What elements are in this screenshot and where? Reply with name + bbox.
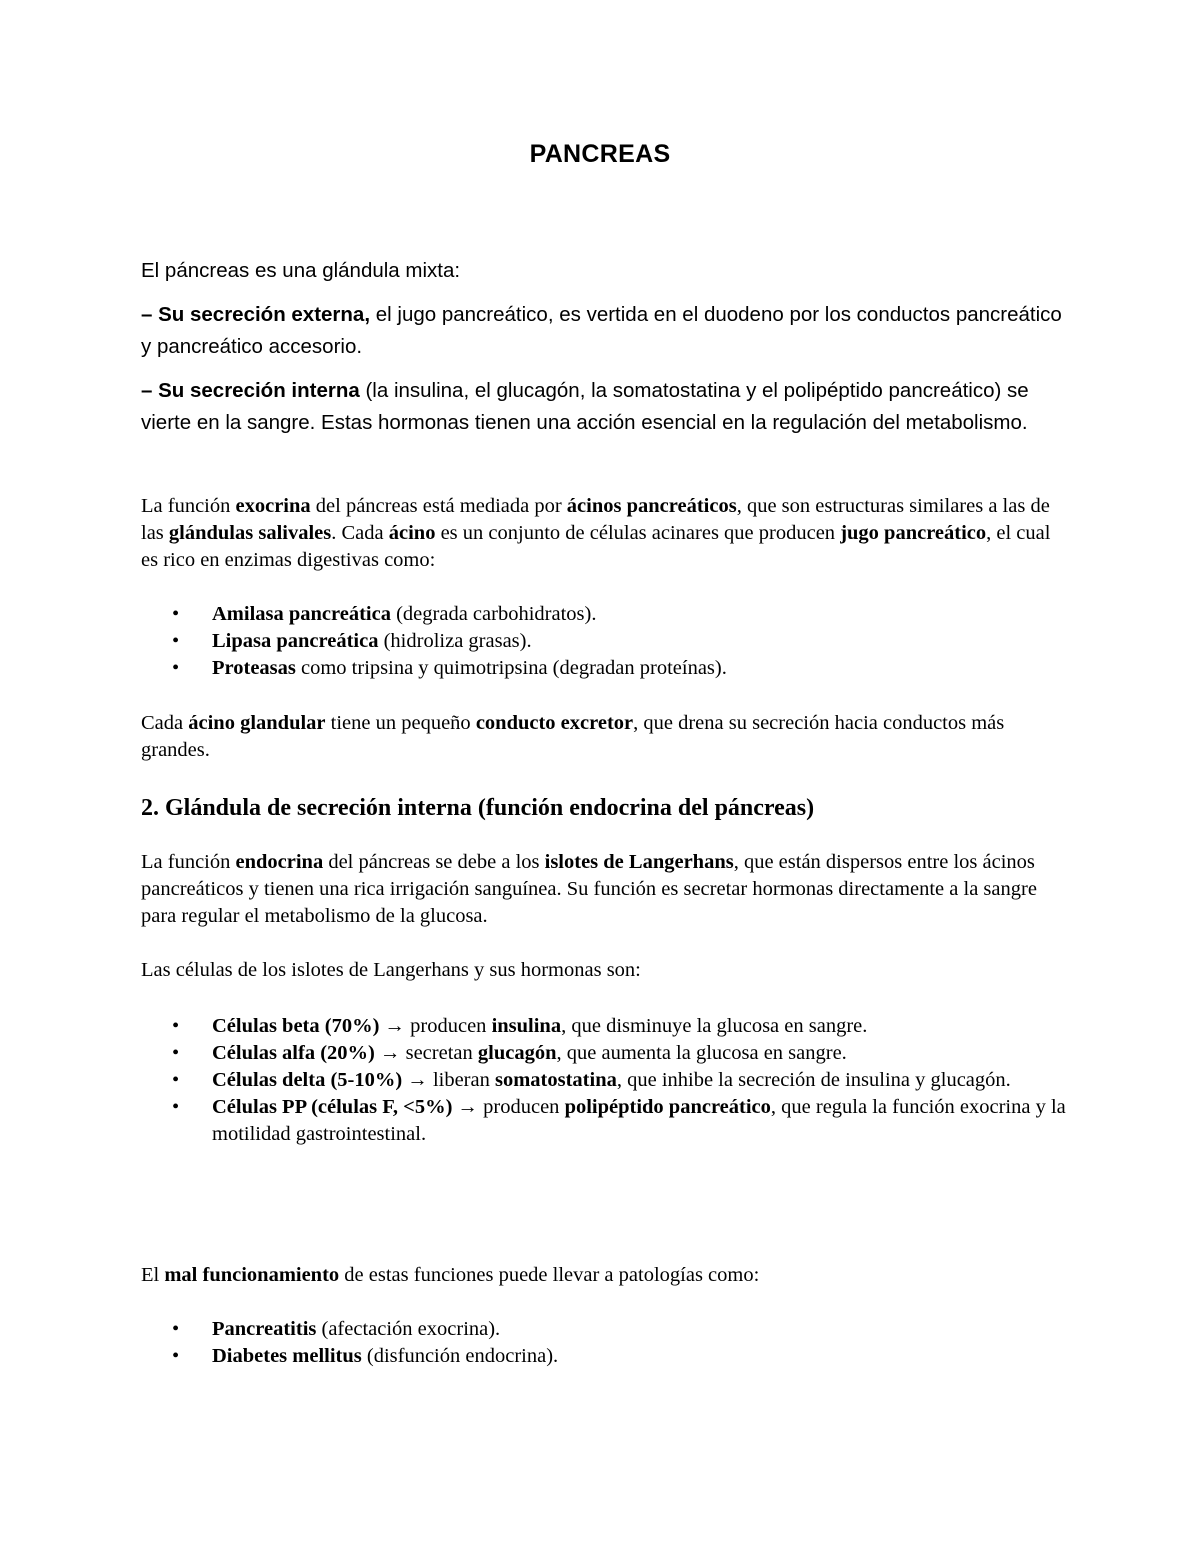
bullet-icon: • xyxy=(172,603,180,625)
bullet-icon: • xyxy=(172,1042,180,1064)
cell-list xyxy=(141,1013,1071,1148)
islotes-intro: Las células de los islotes de Langerhans y sus hormonas son: xyxy=(141,959,641,981)
bullet-icon: • xyxy=(172,1069,180,1091)
list-item: • Amilasa pancreática (degrada carbohidratos). xyxy=(141,601,1071,628)
bullet-icon: • xyxy=(172,1015,180,1037)
list-item: • Células alfa (20%) → secretan glucagón, que aumenta la glucosa en sangre. xyxy=(141,1040,1071,1067)
list-item: • Células PP (células F, <5%) → producen polipéptido pancreático, que regula la función exocrina y la motilidad gastrointestinal. xyxy=(172,1096,1066,1145)
pathology-list xyxy=(141,1316,1071,1370)
intro-interna: – Su secreción interna (la insulina, el glucagón, la somatostatina y el polipéptido pancreático) se vierte en la sangre. Estas hormonas tienen una acción esencial en la regulación del metabolismo. xyxy=(141,379,1029,434)
list-item: • Células beta (70%) → producen insulina, que disminuye la glucosa en sangre. xyxy=(141,1013,1071,1040)
exocrine-paragraph: La función exocrina del páncreas está mediada por ácinos pancreáticos, que son estructuras similares a las de las glándulas salivales. Cada ácino es un conjunto de células acinares que producen jugo pancreático, el cual es rico en enzimas digestivas como: xyxy=(141,495,1051,571)
bullet-icon: • xyxy=(172,1318,180,1340)
intro-lead: El páncreas es una glándula mixta: xyxy=(141,259,461,282)
section-heading: 2. Glándula de secreción interna (función endocrina del páncreas) xyxy=(141,795,815,821)
page-title: PANCREAS xyxy=(529,140,671,168)
pathology-paragraph: El mal funcionamiento de estas funciones puede llevar a patologías como: xyxy=(141,1264,760,1286)
list-item: • Diabetes mellitus (disfunción endocrina). xyxy=(141,1343,1071,1370)
intro-section xyxy=(141,255,1071,451)
list-item: • Proteasas como tripsina y quimotripsina (degradan proteínas). xyxy=(141,655,1071,682)
bullet-icon: • xyxy=(172,630,180,652)
list-item: • Células delta (5-10%) → liberan somatostatina, que inhibe la secreción de insulina y glucagón. xyxy=(141,1067,1071,1094)
bullet-icon: • xyxy=(172,1345,180,1367)
bullet-icon: • xyxy=(172,1096,180,1118)
intro-externa: – Su secreción externa, el jugo pancreático, es vertida en el duodeno por los conductos pancreático y pancreático accesorio. xyxy=(141,303,1062,358)
enzyme-list xyxy=(141,601,1071,682)
bullet-icon: • xyxy=(172,657,180,679)
list-item: • Pancreatitis (afectación exocrina). xyxy=(141,1316,1071,1343)
acino-paragraph: Cada ácino glandular tiene un pequeño conducto excretor, que drena su secreción hacia conductos más grandes. xyxy=(141,712,1005,761)
endocrine-paragraph: La función endocrina del páncreas se debe a los islotes de Langerhans, que están dispersos entre los ácinos pancreáticos y tienen una rica irrigación sanguínea. Su función es secretar hormonas directamente a la sangre para regular el metabolismo de la glucosa. xyxy=(141,851,1037,927)
list-item: • Lipasa pancreática (hidroliza grasas). xyxy=(141,628,1071,655)
